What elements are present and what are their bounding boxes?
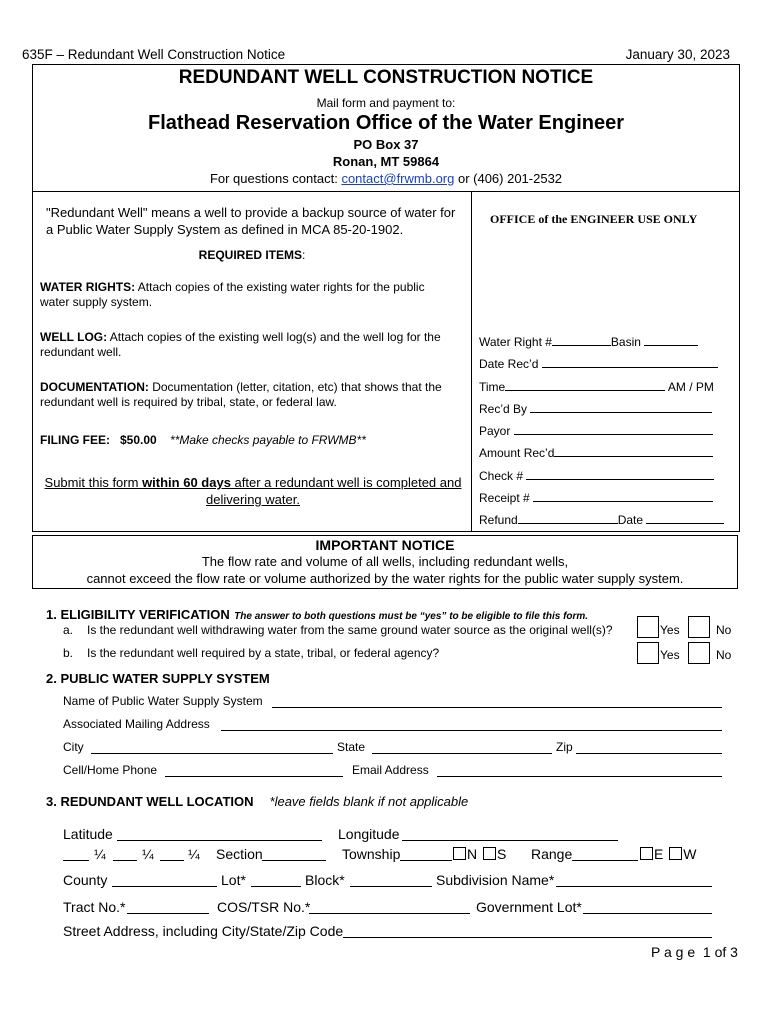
- west-label: W: [683, 846, 697, 862]
- question-b-text: Is the redundant well required by a state, tribal, or federal agency?: [87, 646, 440, 660]
- north-label: N: [467, 846, 478, 862]
- subdivision-label: Subdivision Name*: [436, 872, 555, 888]
- time-label: Time: [479, 380, 506, 394]
- recd-by-line[interactable]: [530, 400, 712, 413]
- contact-prefix: For questions contact:: [209, 171, 342, 186]
- longitude-line[interactable]: [402, 840, 618, 841]
- required-items-label: REQUIRED ITEMS: [198, 248, 302, 262]
- quarter1-label: ¼: [94, 846, 106, 862]
- office-name: Flathead Reservation Office of the Water Engineer: [147, 112, 625, 134]
- water-right-field: [479, 333, 698, 349]
- qa-no-checkbox[interactable]: [688, 616, 710, 638]
- submit-bold: within 60 days: [142, 475, 231, 490]
- pws-name-line[interactable]: [272, 707, 722, 708]
- qa-no-label: No: [716, 623, 732, 637]
- filing-fee-note: **Make checks payable to FRWMB**: [156, 433, 366, 447]
- section-line[interactable]: [262, 860, 326, 861]
- documentation-text: Documentation (letter, citation, etc) that shows that the redundant well is required by tribal, state, or federal law.: [40, 380, 442, 409]
- zip-label: Zip: [556, 740, 573, 754]
- city-label: City: [63, 740, 84, 754]
- documentation-label: DOCUMENTATION:: [40, 380, 149, 394]
- ew-options: [638, 846, 696, 862]
- time-line[interactable]: [505, 378, 665, 391]
- phone-label: Cell/Home Phone: [63, 763, 158, 777]
- well-log-item: [40, 330, 450, 360]
- township-label: Township: [342, 846, 401, 862]
- gov-lot-label: Government Lot*: [476, 899, 582, 915]
- quarter1-line[interactable]: [63, 860, 89, 861]
- notice-line1: The flow rate and volume of all wells, including redundant wells,: [201, 554, 569, 569]
- quarter3-line[interactable]: [160, 860, 184, 861]
- section3-header: [46, 794, 468, 809]
- south-label: S: [497, 846, 507, 862]
- email-label: Email Address: [352, 763, 429, 777]
- tract-line[interactable]: [127, 913, 209, 914]
- amount-recd-field: [479, 444, 713, 460]
- notice-line2: cannot exceed the flow rate or volume authorized by the water rights for the public water supply system.: [86, 571, 684, 586]
- mailing-address-label: Associated Mailing Address: [63, 717, 210, 731]
- range-line[interactable]: [572, 860, 638, 861]
- payor-line[interactable]: [514, 422, 713, 435]
- section1-heading: 1. ELIGIBILITY VERIFICATION: [46, 607, 230, 622]
- check-label: Check #: [479, 469, 524, 483]
- cos-line[interactable]: [309, 913, 470, 914]
- well-log-label: WELL LOG:: [40, 330, 108, 344]
- gov-lot-line[interactable]: [583, 913, 712, 914]
- street-address-label: Street Address, including City/State/Zip Code: [63, 923, 344, 939]
- check-line[interactable]: [526, 467, 714, 480]
- office-use-title: OFFICE of the ENGINEER USE ONLY: [490, 212, 698, 226]
- recd-by-label: Rec’d By: [479, 402, 528, 416]
- latitude-label: Latitude: [63, 826, 113, 842]
- qb-no-label: No: [716, 648, 732, 662]
- recd-by-field: [479, 400, 712, 416]
- po-box: PO Box 37: [353, 137, 419, 152]
- south-checkbox[interactable]: [483, 847, 496, 860]
- mailing-address-line[interactable]: [221, 730, 722, 731]
- water-rights-item: [40, 280, 450, 310]
- refund-line[interactable]: [518, 511, 618, 524]
- block-label: Block*: [305, 872, 345, 888]
- check-field: [479, 467, 714, 483]
- form-id: 635F – Redundant Well Construction Notice: [22, 47, 286, 62]
- block-line[interactable]: [350, 886, 432, 887]
- east-label: E: [654, 846, 664, 862]
- page-number: P a g e 1 of 3: [651, 944, 738, 960]
- important-notice-box: [32, 535, 738, 589]
- required-items: [32, 248, 472, 262]
- form-date: January 30, 2023: [625, 47, 730, 62]
- receipt-field: [479, 489, 713, 505]
- filing-fee-item: [40, 433, 366, 447]
- qa-yes-checkbox[interactable]: [637, 616, 659, 638]
- longitude-label: Longitude: [338, 826, 400, 842]
- documentation-item: [40, 380, 468, 410]
- qb-yes-label: Yes: [660, 648, 680, 662]
- basin-line[interactable]: [644, 333, 698, 346]
- receipt-line[interactable]: [533, 489, 713, 502]
- quarter3-label: ¼: [188, 846, 200, 862]
- contact-email-link[interactable]: contact@frwmb.org: [341, 171, 455, 186]
- refund-field: [479, 511, 724, 527]
- amount-recd-line[interactable]: [554, 444, 713, 457]
- section-label: Section: [216, 846, 263, 862]
- qb-yes-checkbox[interactable]: [637, 642, 659, 664]
- date-recd-field: [479, 355, 718, 371]
- city-line: Ronan, MT 59864: [332, 154, 440, 169]
- payor-label: Payor: [479, 424, 511, 438]
- required-items-colon: :: [302, 248, 306, 262]
- contact-line: [33, 171, 739, 186]
- water-rights-label: WATER RIGHTS:: [40, 280, 136, 294]
- date-recd-line[interactable]: [542, 355, 718, 368]
- north-checkbox[interactable]: [453, 847, 466, 860]
- county-line[interactable]: [112, 886, 217, 887]
- payor-field: [479, 422, 713, 438]
- water-rights-text: Attach copies of the existing water rights for the public water supply system.: [40, 280, 425, 309]
- state-line[interactable]: [372, 753, 552, 754]
- refund-label: Refund: [479, 513, 518, 527]
- main-title: REDUNDANT WELL CONSTRUCTION NOTICE: [178, 67, 594, 88]
- latitude-line[interactable]: [117, 840, 322, 841]
- tract-label: Tract No.*: [63, 899, 126, 915]
- water-right-label: Water Right #: [479, 335, 552, 349]
- water-right-line[interactable]: [552, 333, 611, 346]
- submit-pre: Submit this form: [44, 475, 143, 490]
- filing-fee-label: FILING FEE: $50.00: [40, 433, 157, 447]
- section3-heading: 3. REDUNDANT WELL LOCATION: [46, 794, 254, 809]
- county-label: County: [63, 872, 108, 888]
- question-a-label: a.: [63, 623, 74, 637]
- section2-heading: 2. PUBLIC WATER SUPPLY SYSTEM: [46, 671, 270, 686]
- ampm-label: AM / PM: [665, 380, 714, 394]
- amount-recd-label: Amount Rec’d: [479, 446, 555, 460]
- submit-post: after a redundant well is completed and delivering water.: [206, 475, 462, 507]
- quarter2-label: ¼: [142, 846, 154, 862]
- city-line-field[interactable]: [91, 753, 333, 754]
- section3-note: *leave fields blank if not applicable: [269, 794, 469, 809]
- subdivision-line[interactable]: [556, 886, 712, 887]
- question-b-label: b.: [63, 646, 74, 660]
- notice-title: IMPORTANT NOTICE: [315, 537, 455, 553]
- cos-label: COS/TSR No.*: [217, 899, 311, 915]
- state-label: State: [337, 740, 366, 754]
- date-recd-label: Date Rec’d: [479, 357, 539, 371]
- refund-date-label: Date: [617, 513, 644, 527]
- email-line[interactable]: [437, 776, 722, 777]
- refund-date-line[interactable]: [646, 511, 724, 524]
- phone-line[interactable]: [165, 776, 343, 777]
- time-field: [479, 378, 714, 394]
- title-box: [32, 64, 740, 192]
- qa-yes-label: Yes: [660, 623, 680, 637]
- lot-line[interactable]: [251, 886, 301, 887]
- question-a-text: Is the redundant well withdrawing water from the same ground water source as the original well(s)?: [87, 623, 613, 637]
- zip-line[interactable]: [576, 753, 722, 754]
- range-label: Range: [531, 846, 573, 862]
- qb-no-checkbox[interactable]: [688, 642, 710, 664]
- section1-note: The answer to both questions must be “yes” to be eligible to file this form.: [234, 611, 589, 622]
- quarter2-line[interactable]: [113, 860, 137, 861]
- definition: "Redundant Well" means a well to provide a backup source of water for a Public Water Supply System as defined in MCA 85-20-1902.: [46, 205, 456, 237]
- receipt-label: Receipt #: [479, 491, 530, 505]
- contact-suffix: or (406) 201-2532: [454, 171, 563, 186]
- ns-options: [451, 846, 506, 862]
- lot-label: Lot*: [221, 872, 246, 888]
- section1-header: [46, 606, 588, 624]
- east-checkbox[interactable]: [640, 847, 653, 860]
- basin-label: Basin: [610, 335, 641, 349]
- well-log-text: Attach copies of the existing well log(s) and the well log for the redundant well.: [40, 330, 441, 359]
- mail-to: Mail form and payment to:: [316, 96, 456, 110]
- street-address-line[interactable]: [343, 937, 712, 938]
- township-line[interactable]: [400, 860, 452, 861]
- pws-name-label: Name of Public Water Supply System: [63, 694, 263, 708]
- west-checkbox[interactable]: [669, 847, 682, 860]
- submit-note: [40, 474, 466, 508]
